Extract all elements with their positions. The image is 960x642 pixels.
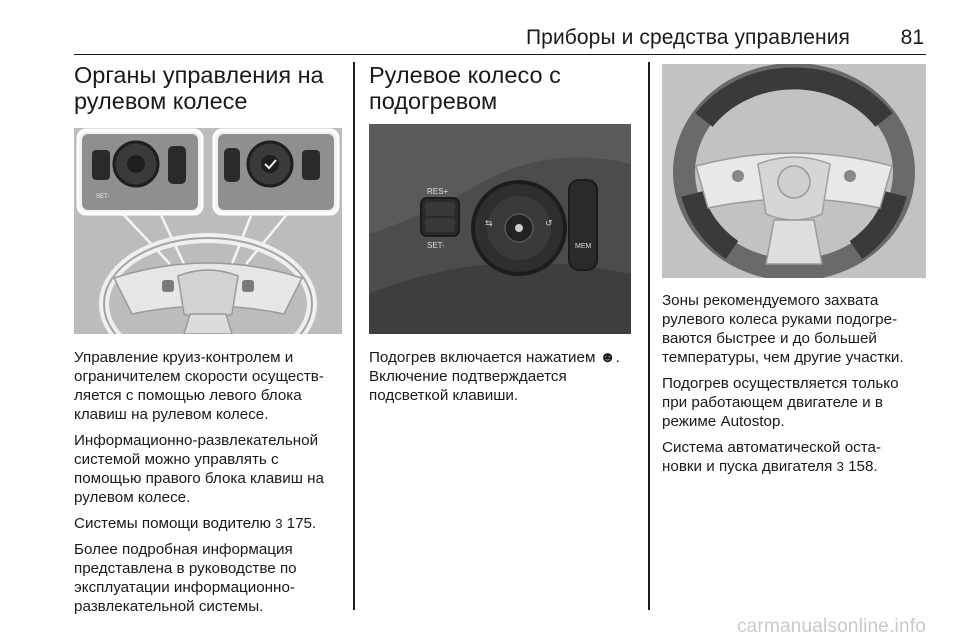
section-heading-steering-controls: Органы управления на рулевом колесе	[74, 62, 324, 114]
column-divider	[353, 62, 355, 610]
page-reference-icon: 3	[275, 516, 283, 531]
page-reference-link[interactable]: 158.	[848, 458, 878, 475]
paragraph-driver-assist-reference: Системы помощи водителю 3 175.	[74, 515, 317, 532]
page-reference-link[interactable]: 175.	[286, 515, 317, 532]
page-header-title: Приборы и средства управления	[525, 26, 850, 49]
set-button-label: SET-	[427, 241, 445, 250]
page-number: 81	[900, 26, 924, 49]
page-header	[74, 26, 926, 55]
section-heading-heated-wheel: Рулевое колесо с подогревом	[369, 62, 561, 114]
svg-text:↺: ↺	[545, 219, 553, 229]
watermark: carmanualsonline.info	[736, 616, 926, 637]
paragraph-autostop-reference: Система автоматической оста- новки и пуска двигателя 3 158.	[662, 439, 882, 475]
paragraph-heating-conditions: Подогрев осуществляется только при работающем двигателе и в режиме Autostop.	[662, 375, 899, 430]
column-heated-zones	[662, 62, 928, 610]
figure-heated-wheel-button	[369, 124, 631, 334]
paragraph-heated-activation: Подогрев включается нажатием ☻. Включение подтверждается подсветкой клавиши.	[369, 349, 620, 404]
heated-steering-wheel-icon: ☻	[599, 349, 616, 366]
mem-button-label: MEM	[575, 243, 592, 250]
res-button-label: RES+	[427, 187, 449, 196]
column-steering-controls	[74, 62, 342, 615]
right-control-cluster-illustration	[214, 130, 338, 214]
paragraph-heating-zones: Зоны рекомендуемого захвата рулевого колеса руками подогре- ваются быстрее и до большей температуры, чем другие участки.	[662, 292, 904, 366]
svg-text:SET-: SET-	[96, 194, 110, 200]
figure-steering-controls	[74, 128, 342, 334]
paragraph-cruise-control: Управление круиз-контролем и ограничителем скорости осуществ- ляется с помощью левого блока клавиш на рулевом колесе.	[74, 349, 324, 423]
section-body-heated-zones	[662, 291, 930, 483]
column-divider	[648, 62, 650, 610]
paragraph-more-info: Более подробная информация представлена в руководстве по эксплуатации информационно- развлекательной системы.	[74, 541, 297, 615]
column-heated-steering-wheel	[369, 62, 637, 610]
page-reference-icon: 3	[836, 459, 844, 474]
section-body-heated-wheel	[369, 348, 637, 412]
left-control-cluster-illustration	[78, 130, 202, 214]
svg-text:⇆: ⇆	[485, 219, 493, 229]
paragraph-infotainment: Информационно-развлекательной системой можно управлять с помощью правого блока клавиш на рулевом колесе.	[74, 432, 324, 506]
figure-heated-zones	[662, 64, 926, 278]
section-body-steering-controls	[74, 348, 342, 623]
